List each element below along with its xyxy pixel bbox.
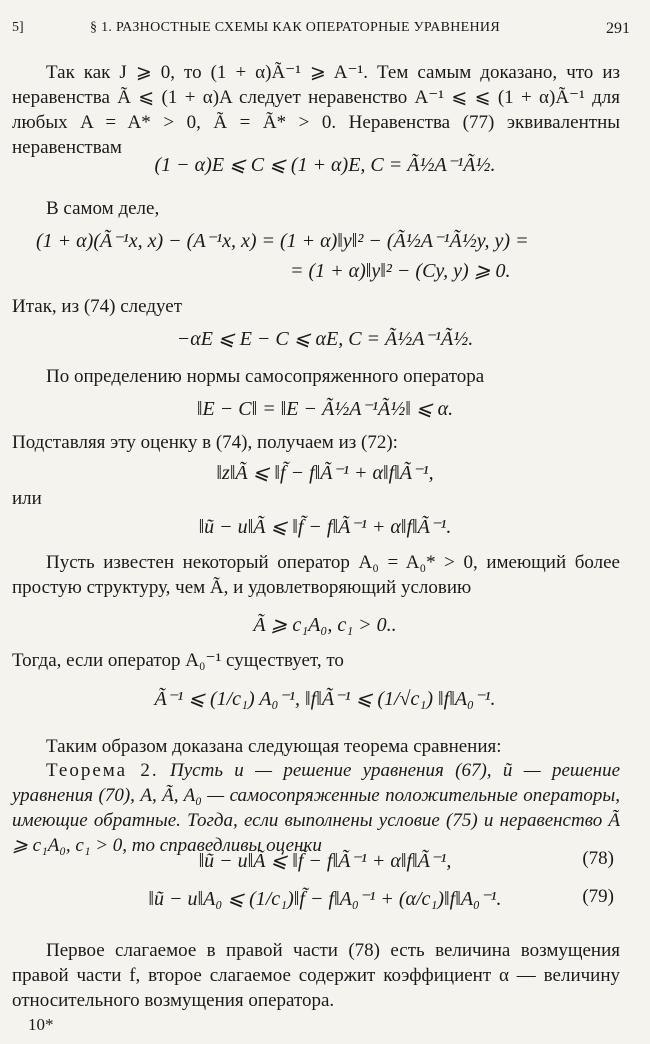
section-title: § 1. РАЗНОСТНЫЕ СХЕМЫ КАК ОПЕРАТОРНЫЕ УРАВНЕНИЯ (90, 20, 500, 35)
paragraph-5: Подставляя эту оценку в (74), получаем из (72): (12, 432, 398, 453)
equation-3: −αE ⩽ E − C ⩽ αE, C = Ã½A⁻¹Ã½. (176, 328, 474, 350)
equation-78: ‖ũ − u‖Ã ⩽ ‖f̃ − f‖Ã⁻¹ + α‖f‖Ã⁻¹, (198, 850, 452, 872)
equation-79-number: (79) (582, 886, 614, 907)
equation-6: ‖ũ − u‖Ã ⩽ ‖f̃ − f‖Ã⁻¹ + α‖f‖Ã⁻¹. (198, 516, 452, 538)
equation-78-number: (78) (582, 848, 614, 869)
page-number: 291 (606, 20, 630, 37)
paragraph-3: Итак, из (74) следует (12, 296, 182, 317)
equation-7: Ã ⩾ c₁A₀, c₁ > 0.. (253, 614, 397, 636)
theorem-2 (12, 758, 620, 858)
equation-5: ‖z‖Ã ⩽ ‖f̃ − f‖Ã⁻¹ + α‖f‖Ã⁻¹, (216, 462, 434, 484)
paragraph-4: По определению нормы самосопряженного оператора (46, 366, 485, 387)
equation-2a: (1 + α)(Ã⁻¹x, x) − (A⁻¹x, x) = (1 + α)‖y‖² − (Ã½A⁻¹Ã½y, y) = (36, 230, 529, 252)
equation-4: ‖E − C‖ = ‖E − Ã½A⁻¹Ã½‖ ⩽ α. (196, 398, 454, 420)
paragraph-6: или (12, 488, 42, 509)
paragraph-1: Так как J ⩾ 0, то (1 + α)Ã⁻¹ ⩾ A⁻¹. Тем самым доказано, что из неравенства Ã ⩽ (1 + α)A следует неравенство A⁻¹ ⩽ ⩽ (1 + α)Ã⁻¹ для любых A = A* > 0, Ã = Ã* > 0. Неравенства (77) эквивалентны неравенствам (12, 62, 620, 158)
chapter-marker: 5] (12, 20, 24, 35)
theorem-label: Теорема 2. (46, 760, 159, 781)
signature-mark: 10* (28, 1015, 54, 1034)
paragraph-7: Пусть известен некоторый оператор A₀ = A₀* > 0, имеющий более простую структуру, чем Ã, и удовлетворяющий условию (12, 552, 620, 598)
equation-1: (1 − α)E ⩽ C ⩽ (1 + α)E, C = Ã½A⁻¹Ã½. (154, 154, 496, 176)
paragraph-9: Таким образом доказана следующая теорема сравнения: (46, 736, 502, 757)
running-header (12, 20, 630, 42)
theorem-text: Пусть u — решение уравнения (67), ũ — решение уравнения (70), A, Ã, A₀ — самосопряженные положительные операторы, имеющие обратные. Тогда, если выполнены условие (75) и неравенство Ã ⩾ c₁A₀, c₁ > 0, то справедливы оценки (12, 760, 621, 856)
equation-8: Ã⁻¹ ⩽ (1/c₁) A₀⁻¹, ‖f‖Ã⁻¹ ⩽ (1/√c₁) ‖f‖A₀⁻¹. (154, 688, 496, 710)
equation-2b: = (1 + α)‖y‖² − (Cy, y) ⩾ 0. (290, 260, 511, 282)
paragraph-8: Тогда, если оператор A₀⁻¹ существует, то (12, 650, 344, 671)
equation-79: ‖ũ − u‖A₀ ⩽ (1/c₁)‖f̃ − f‖A₀⁻¹ + (α/c₁)‖f‖A₀⁻¹. (148, 888, 502, 910)
paragraph-2: В самом деле, (46, 198, 160, 219)
paragraph-10: Первое слагаемое в правой части (78) есть величина возмущения правой части f, второе слагаемое содержит коэффициент α — величину относительного возмущения оператора. (12, 940, 620, 1011)
